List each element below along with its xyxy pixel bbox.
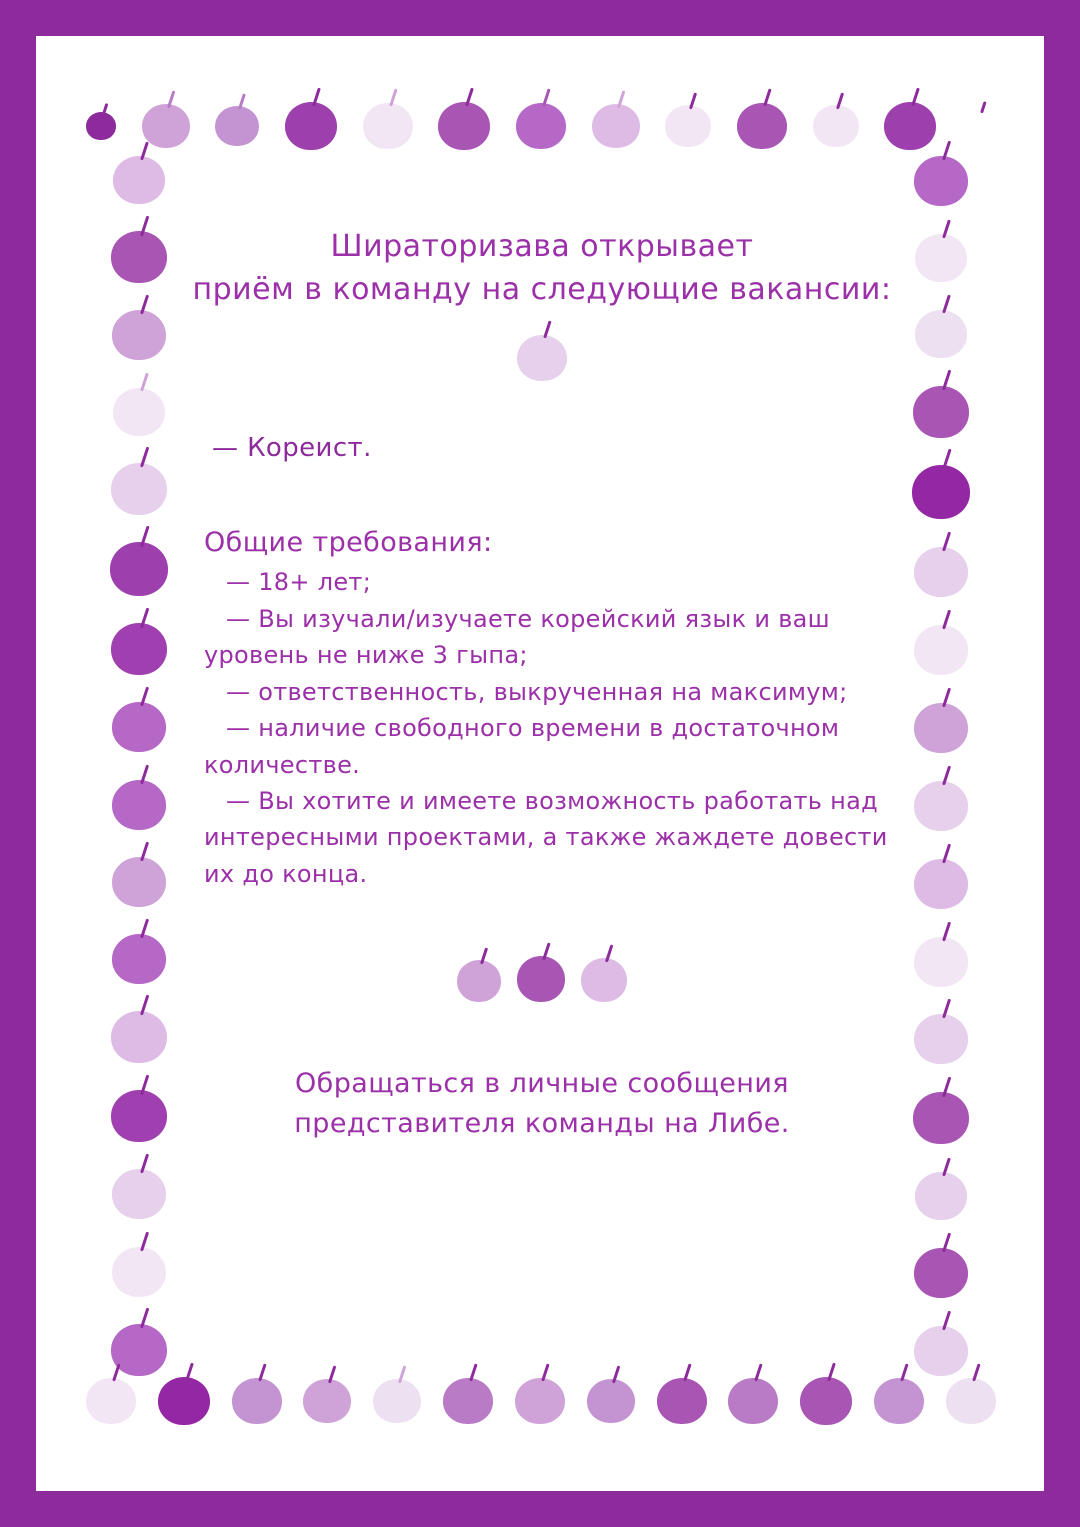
plum-icon [587,1379,635,1423]
plum-icon [914,781,968,831]
page-title [186,226,898,311]
requirements-heading: Общие требования: [204,527,493,559]
plum-icon [915,234,967,282]
list-item: — 18+ лет; [226,568,372,597]
plum-icon [915,1172,967,1220]
footer-line-2: представителя команды на Либе. [294,1107,790,1139]
plum-icon [884,102,936,150]
requirements-list [204,564,898,892]
plum-icon [914,625,968,675]
plum-icon [915,310,967,358]
plum-icon [363,103,413,149]
plum-icon [517,335,567,381]
decor-center-plum [186,335,898,381]
decor-border-right [896,156,986,1376]
decor-border-bottom [86,1361,996,1441]
plum-icon [913,1092,969,1144]
plum-icon [142,104,190,148]
plum-icon [516,103,566,149]
plum-icon [373,1379,421,1423]
plum-icon [110,542,168,596]
plum-icon [113,156,165,204]
plum-icon [303,1379,351,1423]
plum-icon [914,703,968,753]
plum-icon [914,1014,968,1064]
plum-icon [111,1011,167,1063]
plum-icon [112,310,166,360]
plum-icon [111,231,167,283]
list-item: — ответственность, выкрученная на максимум; [226,677,848,706]
plum-icon [665,105,711,147]
plum-icon [592,104,640,148]
plum-icon [914,156,968,206]
plum-icon [914,859,968,909]
plum-icon [215,106,259,146]
decor-border-left [94,156,184,1376]
plum-icon [914,1248,968,1298]
plum-icon [813,105,859,147]
plum-icon [913,386,969,438]
poster-content [186,226,898,1356]
plum-icon [112,780,166,830]
plum-icon [112,1247,166,1297]
plum-icon [914,937,968,987]
plum-icon [112,934,166,984]
plum-icon [515,1378,565,1424]
plum-icon [111,1090,167,1142]
plum-icon [800,1377,852,1425]
plum-icon [517,956,565,1002]
list-item: — Вы изучали/изучаете корейский язык и ваш уровень не ниже 3 гыпа; [204,604,830,670]
title-line-1: Шираторизава открывает [330,229,754,264]
title-line-2: приём в команду на следующие вакансии: [192,271,892,307]
plum-icon [285,102,337,150]
list-item: — наличие свободного времени в достаточном количестве. [204,714,840,779]
plum-icon [112,857,166,907]
plum-icon [112,702,166,752]
plum-icon [737,103,787,149]
plum-icon [112,1169,166,1219]
plum-icon [581,958,627,1002]
plum-icon [914,547,968,597]
poster-page [36,36,1044,1491]
plum-icon [443,1378,493,1424]
plum-icon [232,1378,282,1424]
decor-divider-plums [186,956,898,1002]
plum-icon [946,1378,996,1424]
plum-icon [86,1378,136,1424]
plum-icon [158,1377,210,1425]
footer-line-1: Обращаться в личные сообщения [295,1068,789,1100]
plum-icon [912,465,970,519]
decor-border-top [86,86,996,166]
list-item: — Вы хотите и имеете возможность работать над интересными проектами, а также жаждете довести их до конца. [204,787,888,888]
vacancy-item: — Кореист. [212,433,372,464]
plum-icon [111,463,167,515]
plum-icon [874,1378,924,1424]
plum-icon [111,623,167,675]
plum-icon [962,111,996,141]
contact-info [186,1064,898,1142]
plum-icon [728,1378,778,1424]
plum-icon [113,388,165,436]
plum-icon [438,102,490,150]
plum-icon [86,112,116,140]
plum-icon [657,1378,707,1424]
plum-icon [457,960,501,1002]
